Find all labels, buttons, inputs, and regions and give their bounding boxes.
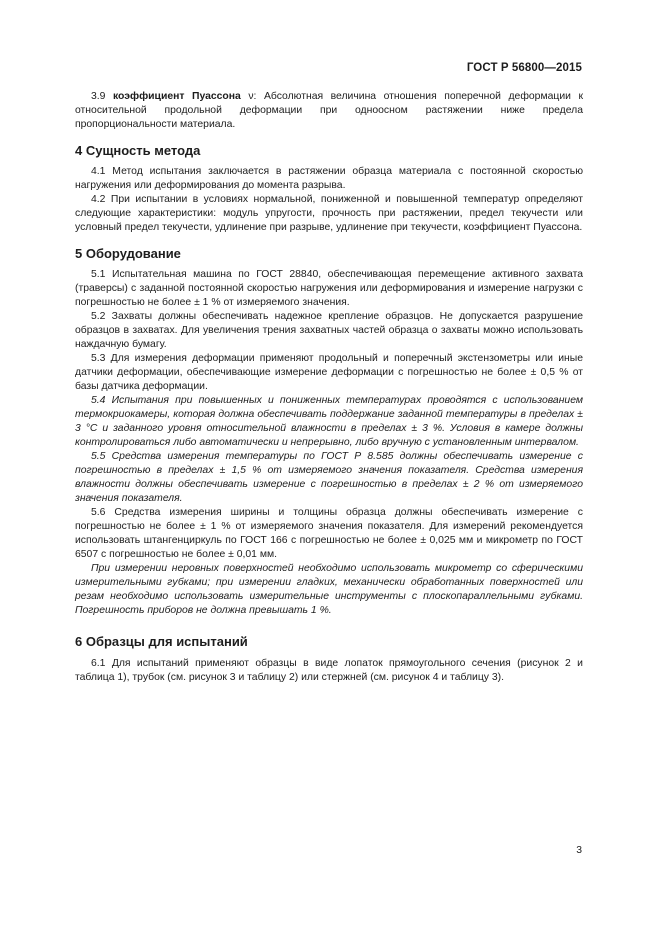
paragraph-4-2: 4.2 При испытании в условиях нормальной, пониженной и повышенной температур определяют следующие характеристики: модуль упругости, прочность при растяжении, предел текучести или условный предел текучести, удлинение при разрыве, удлинение при текучести, коэффициент Пуассона. (75, 194, 583, 233)
paragraph-5-3: 5.3 Для измерения деформации применяют продольный и поперечный экстензометры или иные датчики деформации, обеспечивающие измерение деформации с погрешностью не более ± 0,5 % от базы датчика деформации. (75, 353, 583, 392)
term-symbol: ν: (248, 91, 257, 102)
page-number: 3 (576, 845, 582, 856)
section-4-title: 4 Сущность метода (75, 143, 201, 158)
paragraph-5-6: 5.6 Средства измерения ширины и толщины образца должны обеспечивать измерение с погрешностью не более ± 1 % от измеряемого значения показателя. Для измерений рекомендуется использовать штангенциркуль по ГОСТ 166 с погрешностью не более ± 0,025 мм и микрометр по ГОСТ 6507 с погрешностью не более ± 0,01 мм. (75, 507, 583, 560)
paragraph-3-9 (75, 90, 583, 132)
paragraph-5-1: 5.1 Испытательная машина по ГОСТ 28840, обеспечивающая перемещение активного захвата (траверсы) с заданной постоянной скоростью нагружения или деформирования и измерение нагрузки с погрешностью не более ± 1 % от измеряемого значения. (75, 269, 583, 308)
term: коэффициент Пуассона (112, 91, 241, 102)
paragraph-5-2: 5.2 Захваты должны обеспечивать надежное крепление образцов. Не допускается разрушение образцов в захватах. Для увеличения трения захватных частей образца о захваты можно использовать наждачную бумагу. (75, 311, 583, 350)
document-header: ГОСТ Р 56800—2015 (466, 62, 582, 74)
paragraph-5-6-note: При измерении неровных поверхностей необходимо использовать микрометр со сферическими измерительными губками; при измерении гладких, механически обработанных поверхностей или резам необходимо использовать измерительные инструменты с плоскопараллельными губками. Погрешность приборов не должна превышать 1 %. (75, 563, 583, 616)
paragraph-5-4: 5.4 Испытания при повышенных и пониженных температурах проводятся с использованием термокриокамеры, которая должна обеспечивать поддержание заданной температуры в пределах ± 3 °С и заданного уровня относительной влажности в пределах ± 3 %. Условия в камере должны контролироваться либо автоматически и непрерывно, либо вручную с установленным интервалом. (75, 395, 583, 448)
page-content (75, 90, 583, 685)
paragraph-4-1: 4.1 Метод испытания заключается в растяжении образца материала с постоянной скоростью нагружения или деформирования до момента разрыва. (75, 166, 583, 191)
paragraph-6-1: 6.1 Для испытаний применяют образцы в виде лопаток прямоугольного сечения (рисунок 2 и таблица 1), трубок (см. рисунок 3 и таблицу 2) или стержней (см. рисунок 4 и таблицу 3). (75, 658, 583, 683)
paragraph-5-5: 5.5 Средства измерения температуры по ГОСТ Р 8.585 должны обеспечивать измерение с погрешностью в пределах ± 1,5 % от измеряемого значения показателя. Средства измерения влажности должны обеспечивать измерение с погрешностью в пределах ± 2 % от измеряемого значения показателя. (75, 451, 583, 504)
clause-number: 3.9 (91, 91, 106, 102)
term-definition: Абсолютная величина отношения поперечной деформации к относительной продольной деформации при одноосном растяжении ниже предела пропорциональности материала. (75, 91, 583, 130)
section-6-title: 6 Образцы для испытаний (75, 634, 248, 649)
section-5-title: 5 Оборудование (75, 246, 181, 261)
